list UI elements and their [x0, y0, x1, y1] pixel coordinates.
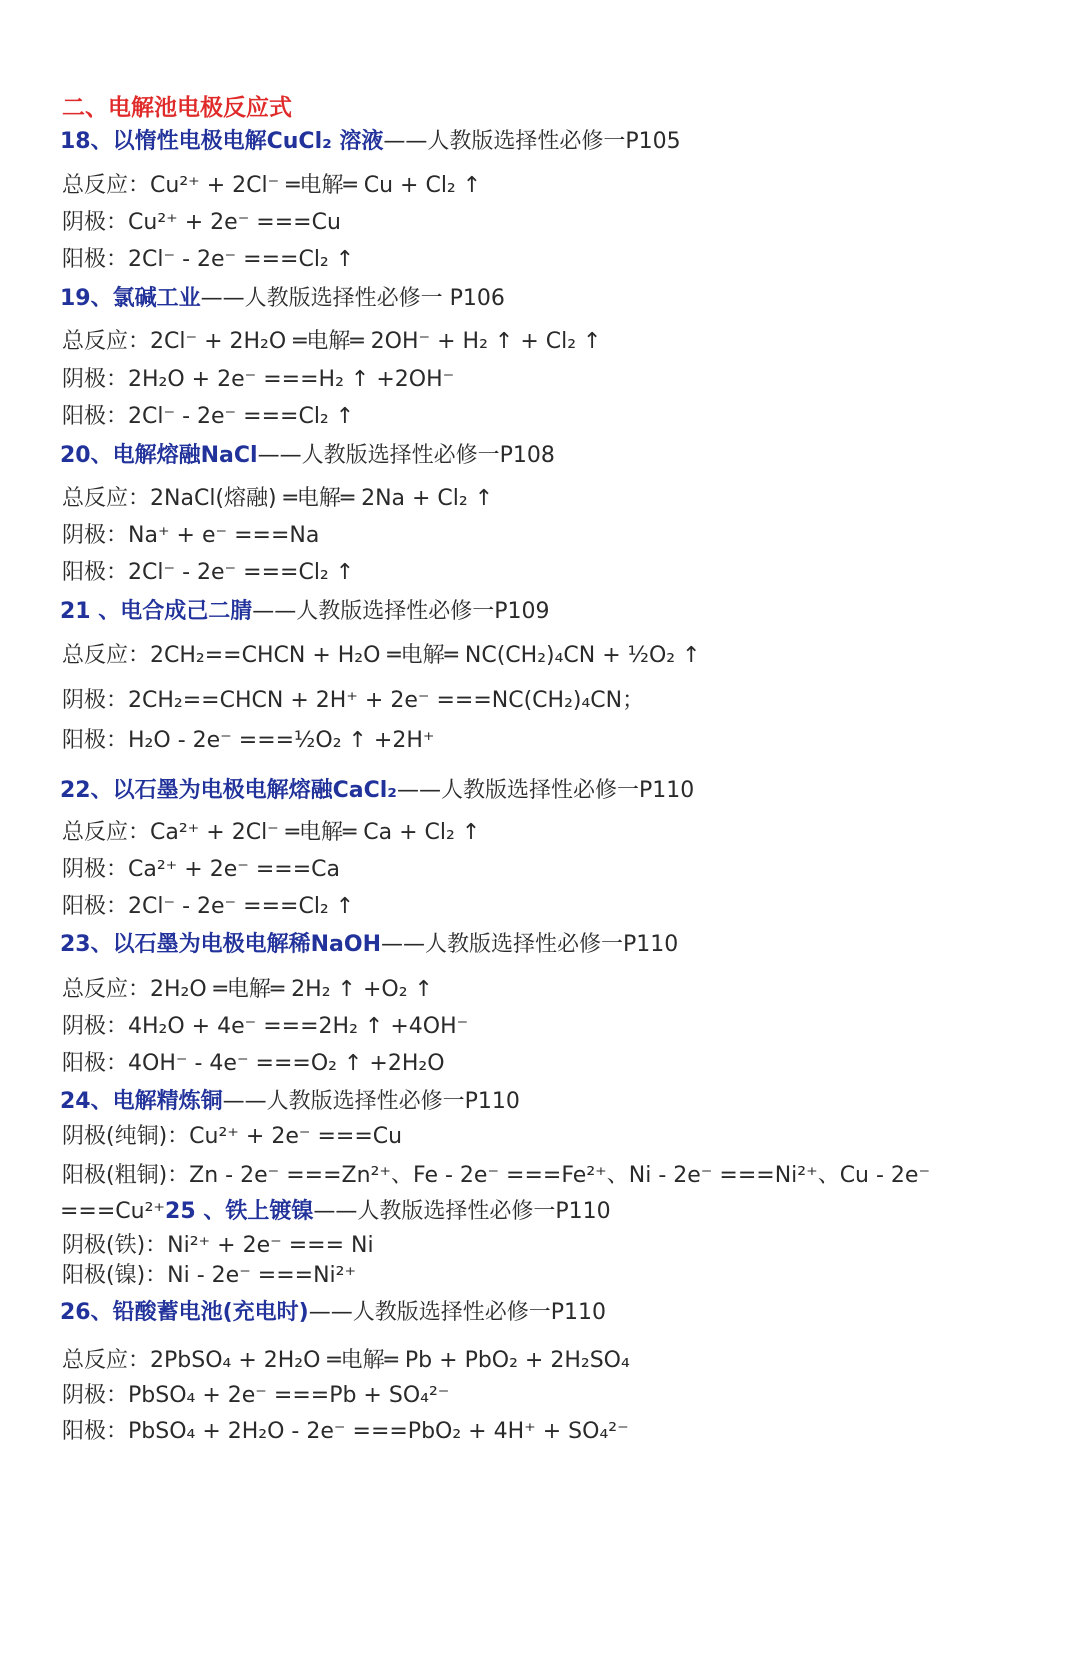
- equation-line: [62, 558, 354, 588]
- equation-line: [62, 521, 319, 551]
- equation-line: [62, 208, 341, 238]
- equation-text: H₂O - 2e⁻ ===½O₂ ↑ +2H⁺: [128, 728, 435, 753]
- equation-line: [62, 686, 644, 716]
- equation-label: 阳极(镍)：: [62, 1263, 168, 1288]
- equation-text: Ni²⁺ + 2e⁻ === Ni: [167, 1233, 374, 1258]
- equation-label: 阴极：: [62, 688, 129, 713]
- reaction-heading: [60, 1298, 606, 1328]
- equation-label: 阴极：: [62, 857, 129, 882]
- equation-line: [62, 1231, 374, 1261]
- heading-title: 21 、电合成己二腈: [60, 599, 253, 624]
- equation-line: [62, 818, 480, 848]
- reaction-heading: [60, 127, 681, 157]
- equation-text: 2Cl⁻ - 2e⁻ ===Cl₂ ↑: [128, 560, 355, 585]
- heading-title: 18、以惰性电极电解CuCl₂ 溶液: [60, 129, 384, 154]
- equation-text: 4H₂O + 4e⁻ ===2H₂ ↑ +4OH⁻: [128, 1014, 469, 1039]
- equation-line: [62, 365, 454, 395]
- equation-line: [62, 245, 354, 275]
- reaction-heading: [60, 284, 505, 314]
- equation-line: [62, 484, 493, 514]
- equation-line: [62, 1261, 356, 1291]
- equation-text: Cu²⁺ + 2e⁻ ===Cu: [189, 1124, 403, 1149]
- equation-line: [62, 1122, 402, 1152]
- equation-line: [62, 1161, 930, 1191]
- equation-text: Zn - 2e⁻ ===Zn²⁺、Fe - 2e⁻ ===Fe²⁺、Ni - 2e⁻ ===Ni²⁺、Cu - 2e⁻: [189, 1163, 931, 1188]
- heading-source: ——人教版选择性必修一P108: [257, 443, 555, 468]
- reaction-heading: [60, 930, 678, 960]
- equation-label: 阳极：: [62, 247, 129, 272]
- equation-label: 阳极：: [62, 1419, 129, 1444]
- equation-text: 2CH₂==CHCN + H₂O ═电解═ NC(CH₂)₄CN + ½O₂ ↑: [150, 643, 701, 668]
- heading-title: 25 、铁上镀镍: [165, 1199, 314, 1224]
- equation-line: [62, 726, 435, 756]
- heading-source: ——人教版选择性必修一P110: [381, 932, 679, 957]
- equation-label: 阳极：: [62, 894, 129, 919]
- equation-label: 阳极：: [62, 560, 129, 585]
- equation-line: [62, 975, 433, 1005]
- heading-title: 22、以石墨为电极电解熔融CaCl₂: [60, 778, 397, 803]
- equation-text: 2Cl⁻ + 2H₂O ═电解═ 2OH⁻ + H₂ ↑ + Cl₂ ↑: [150, 329, 602, 354]
- heading-source: ——人教版选择性必修一 P106: [200, 286, 505, 311]
- equation-text: 2PbSO₄ + 2H₂O ═电解═ Pb + PbO₂ + 2H₂SO₄: [150, 1348, 630, 1373]
- equation-line: [62, 855, 340, 885]
- heading-title: 24、电解精炼铜: [60, 1089, 223, 1114]
- equation-label: 总反应：: [62, 643, 151, 668]
- equation-label: 总反应：: [62, 329, 151, 354]
- equation-text: 2Cl⁻ - 2e⁻ ===Cl₂ ↑: [128, 894, 355, 919]
- equation-line: [62, 1381, 449, 1411]
- equation-text: 2Cl⁻ - 2e⁻ ===Cl₂ ↑: [128, 247, 355, 272]
- reaction-heading: [60, 597, 550, 627]
- heading-source: ——人教版选择性必修一P110: [313, 1199, 611, 1224]
- heading-title: 19、氯碱工业: [60, 286, 201, 311]
- equation-text: 2H₂O ═电解═ 2H₂ ↑ +O₂ ↑: [150, 977, 433, 1002]
- section-title: 二、电解池电极反应式: [62, 95, 292, 121]
- equation-line: [62, 641, 701, 671]
- equation-line: [62, 1049, 445, 1079]
- equation-line: [62, 892, 354, 922]
- equation-label: 总反应：: [62, 173, 151, 198]
- heading-title: 20、电解熔融NaCl: [60, 443, 258, 468]
- equation-text: Cu²⁺ + 2e⁻ ===Cu: [128, 210, 341, 235]
- equation-text: Ca²⁺ + 2e⁻ ===Ca: [128, 857, 340, 882]
- equation-label: 阳极：: [62, 404, 129, 429]
- equation-label: 阴极(纯铜)：: [62, 1124, 190, 1149]
- continued-line-with-heading: [60, 1197, 611, 1227]
- equation-label: 阴极：: [62, 1383, 129, 1408]
- equation-line: [62, 1417, 629, 1447]
- equation-line: [62, 327, 602, 357]
- equation-continuation: ===Cu²⁺: [60, 1199, 166, 1224]
- heading-source: ——人教版选择性必修一P109: [252, 599, 550, 624]
- equation-label: 阴极：: [62, 210, 129, 235]
- equation-label: 总反应：: [62, 977, 151, 1002]
- equation-text: 2CH₂==CHCN + 2H⁺ + 2e⁻ ===NC(CH₂)₄CN；: [128, 688, 645, 713]
- equation-label: 总反应：: [62, 1348, 151, 1373]
- equation-label: 阴极：: [62, 367, 129, 392]
- equation-text: PbSO₄ + 2e⁻ ===Pb + SO₄²⁻: [128, 1383, 450, 1408]
- equation-label: 阴极：: [62, 1014, 129, 1039]
- equation-text: Cu²⁺ + 2Cl⁻ ═电解═ Cu + Cl₂ ↑: [150, 173, 482, 198]
- equation-text: PbSO₄ + 2H₂O - 2e⁻ ===PbO₂ + 4H⁺ + SO₄²⁻: [128, 1419, 629, 1444]
- equation-label: 阴极：: [62, 523, 129, 548]
- equation-line: [62, 171, 481, 201]
- equation-text: Ni - 2e⁻ ===Ni²⁺: [167, 1263, 357, 1288]
- reaction-heading: [60, 1087, 520, 1117]
- equation-text: 2Cl⁻ - 2e⁻ ===Cl₂ ↑: [128, 404, 355, 429]
- heading-source: ——人教版选择性必修一P105: [383, 129, 681, 154]
- equation-label: 阳极：: [62, 728, 129, 753]
- reaction-heading: [60, 776, 694, 806]
- equation-label: 阳极(粗铜)：: [62, 1163, 190, 1188]
- equation-label: 阳极：: [62, 1051, 129, 1076]
- equation-line: [62, 402, 354, 432]
- equation-label: 总反应：: [62, 486, 151, 511]
- heading-title: 26、铅酸蓄电池(充电时): [60, 1300, 309, 1325]
- heading-source: ——人教版选择性必修一P110: [396, 778, 695, 803]
- heading-source: ——人教版选择性必修一P110: [308, 1300, 606, 1325]
- heading-title: 23、以石墨为电极电解稀NaOH: [60, 932, 381, 957]
- equation-text: Ca²⁺ + 2Cl⁻ ═电解═ Ca + Cl₂ ↑: [150, 820, 481, 845]
- equation-line: [62, 1012, 468, 1042]
- equation-text: 2H₂O + 2e⁻ ===H₂ ↑ +2OH⁻: [128, 367, 455, 392]
- equation-text: 4OH⁻ - 4e⁻ ===O₂ ↑ +2H₂O: [128, 1051, 445, 1076]
- equation-line: [62, 1346, 630, 1376]
- reaction-heading: [60, 441, 555, 471]
- equation-label: 总反应：: [62, 820, 151, 845]
- equation-label: 阴极(铁)：: [62, 1233, 168, 1258]
- equation-text: 2NaCl(熔融) ═电解═ 2Na + Cl₂ ↑: [150, 486, 494, 511]
- equation-text: Na⁺ + e⁻ ===Na: [128, 523, 320, 548]
- heading-source: ——人教版选择性必修一P110: [222, 1089, 520, 1114]
